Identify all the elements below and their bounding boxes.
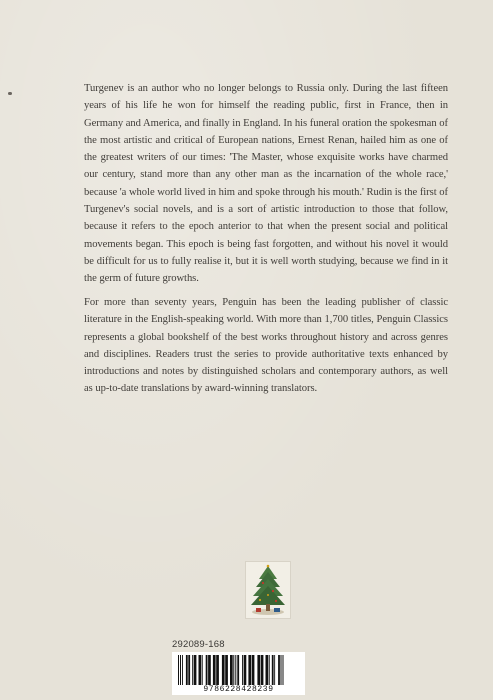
barcode-bar bbox=[233, 655, 234, 689]
barcode-bar bbox=[278, 655, 280, 685]
barcode-bar bbox=[194, 655, 197, 685]
barcode-bar bbox=[208, 655, 211, 685]
tree-illustration bbox=[246, 562, 290, 618]
barcode-bar bbox=[186, 655, 188, 685]
barcode-bar bbox=[257, 655, 260, 685]
barcode-bar bbox=[272, 655, 274, 685]
barcode-bar bbox=[216, 655, 219, 685]
barcode-bar bbox=[237, 655, 239, 685]
barcode-bar bbox=[225, 655, 228, 685]
isbn-barcode bbox=[172, 652, 305, 695]
barcode-bar bbox=[180, 655, 181, 689]
barcode-bar bbox=[266, 655, 269, 685]
barcode-bar bbox=[202, 655, 203, 685]
blurb-paragraph-1: Turgenev is an author who no longer belongs to Russia only. During the last fifteen years of his life he won for himself the reading public, first in France, then in Germany and America, and finally in England. In his funeral oration the spokesman of the most artistic and critical of European nations, Ernest Renan, hailed him as one of the greatest writers of our times: 'The Master, whose exquisite works have charmed our century, stand more than any other man as the incarnation of the whole race,' because 'a whole world lived in him and spoke through his mouth.' Rudin is the first of Turgenev's social novels, and is a sort of artistic introduction to those that follow, because it refers to the epoch anterior to that when the present social and political movements began. This epoch is being fast forgotten, and without his novel it would be difficult for us to fully realise it, but it is well worth studying, because we find in it the germ of future growths. bbox=[84, 83, 448, 285]
barcode-bar bbox=[199, 655, 202, 685]
barcode-bar bbox=[261, 655, 264, 685]
barcode-bar bbox=[269, 655, 270, 685]
barcode-bar bbox=[281, 655, 282, 689]
barcode-bar bbox=[235, 655, 236, 689]
barcode-bar bbox=[274, 655, 275, 685]
barcode-bar bbox=[283, 655, 284, 689]
barcode-bar bbox=[242, 655, 243, 685]
barcode-bar bbox=[252, 655, 255, 685]
christmas-tree-icon bbox=[245, 561, 291, 619]
barcode-bar bbox=[192, 655, 193, 685]
barcode-bar bbox=[213, 655, 216, 685]
barcode-number: 9786228428239 bbox=[172, 685, 305, 694]
barcode-bar bbox=[244, 655, 247, 685]
barcode-bar bbox=[206, 655, 208, 685]
barcode-bar bbox=[188, 655, 190, 685]
barcode-bar bbox=[248, 655, 251, 685]
barcode-bar bbox=[178, 655, 179, 689]
barcode-bar bbox=[222, 655, 225, 685]
barcode-bar bbox=[230, 655, 233, 685]
blurb-paragraph-2: For more than seventy years, Penguin has been the leading publisher of classic literature in the English-speaking world. With more than 1,700 titles, Penguin Classics represents a global bookshelf of the best works throughout history and across genres and disciplines. Readers trust the series to provide authoritative texts enhanced by introductions and notes by distinguished scholars and contemporary authors, as well as up-to-date translations by award-winning translators. bbox=[84, 297, 448, 395]
catalog-code: 292089-168 bbox=[172, 639, 225, 650]
paper-speck bbox=[8, 92, 12, 95]
barcode-bar bbox=[182, 655, 183, 685]
